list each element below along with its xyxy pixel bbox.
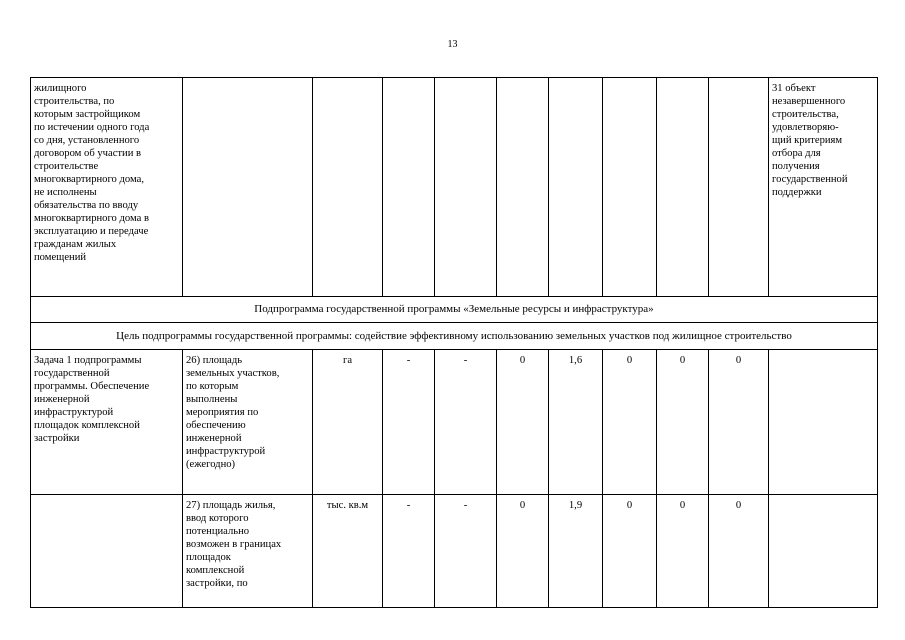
unit-cell: га [313, 350, 383, 495]
empty-cell [383, 78, 435, 297]
value-cell: 0 [657, 495, 709, 608]
empty-cell [769, 495, 878, 608]
result-description-cell: 31 объект незавершенного строительства, удовлетворяю- щий критериям отбора для получения государственной поддержки [769, 78, 878, 297]
empty-cell [603, 78, 657, 297]
value-cell: 0 [603, 350, 657, 495]
value-cell: 0 [709, 495, 769, 608]
value-cell: 1,9 [549, 495, 603, 608]
task-cell: Задача 1 подпрограммы государственной программы. Обеспечение инженерной инфраструктурой площадок комплексной застройки [31, 350, 183, 495]
subprogram-goal: Цель подпрограммы государственной программы: содействие эффективному использованию земельных участков под жилищное строительство [31, 323, 878, 350]
empty-cell [657, 78, 709, 297]
empty-cell [31, 495, 183, 608]
table-row [31, 297, 878, 323]
indicator-cell: 26) площадь земельных участков, по которым выполнены мероприятия по обеспечению инженерной инфраструктурой (ежегодно) [183, 350, 313, 495]
empty-cell [497, 78, 549, 297]
value-cell: - [383, 495, 435, 608]
table-row [31, 323, 878, 350]
indicators-table [30, 77, 878, 608]
empty-cell [709, 78, 769, 297]
table-row [31, 495, 878, 608]
value-cell: 0 [603, 495, 657, 608]
value-cell: 0 [497, 495, 549, 608]
unit-cell: тыс. кв.м [313, 495, 383, 608]
value-cell: 0 [657, 350, 709, 495]
empty-cell [435, 78, 497, 297]
table-row [31, 350, 878, 495]
value-cell: 0 [709, 350, 769, 495]
value-cell: - [383, 350, 435, 495]
value-cell: 1,6 [549, 350, 603, 495]
empty-cell [313, 78, 383, 297]
empty-cell [549, 78, 603, 297]
empty-cell [183, 78, 313, 297]
page-number: 13 [447, 39, 458, 50]
empty-cell [769, 350, 878, 495]
indicator-cell: 27) площадь жилья, ввод которого потенциально возможен в границах площадок комплексной застройки, по [183, 495, 313, 608]
table-row [31, 78, 878, 297]
value-cell: - [435, 495, 497, 608]
task-description-cell: жилищного строительства, по которым застройщиком по истечении одного года со дня, установленного договором об участии в строительстве многоквартирного дома, не исполнены обязательства по вводу многоквартирного дома в эксплуатацию и передаче гражданам жилых помещений [31, 78, 183, 297]
value-cell: - [435, 350, 497, 495]
subprogram-title: Подпрограмма государственной программы «Земельные ресурсы и инфраструктура» [31, 297, 878, 323]
value-cell: 0 [497, 350, 549, 495]
